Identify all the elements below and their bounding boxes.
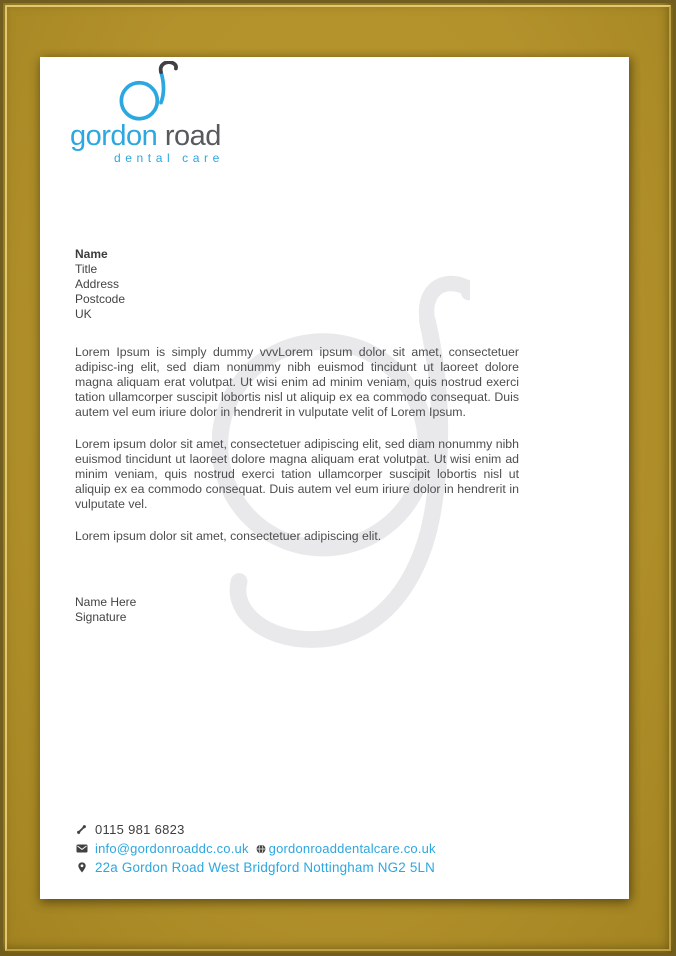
logo-wordmark (70, 121, 221, 151)
recipient-title: Title (75, 262, 98, 276)
recipient-address: Address (75, 277, 120, 291)
letterhead-paper (40, 57, 629, 899)
logo-g-icon (117, 61, 179, 125)
email-address: info@gordonroaddc.co.uk (95, 841, 249, 856)
phone-number: 0115 981 6823 (95, 822, 185, 837)
signature-name: Name Here (75, 595, 137, 609)
phone-icon (75, 824, 88, 835)
email-website-row (75, 839, 436, 858)
logo (70, 61, 224, 166)
recipient-country: UK (75, 307, 92, 321)
recipient-postcode: Postcode (75, 292, 126, 306)
street-address: 22a Gordon Road West Bridgford Nottingham NG2 5LN (95, 860, 436, 875)
recipient-name: Name (75, 247, 108, 261)
signature-label: Signature (75, 610, 127, 624)
address-row (75, 858, 436, 877)
website-url: gordonroaddentalcare.co.uk (268, 841, 436, 856)
paragraph-3: Lorem ipsum dolor sit amet, consectetuer adipiscing elit. (75, 529, 382, 543)
paragraph-2: Lorem ipsum dolor sit amet, consectetuer adipiscing elit, sed diam nonummy nibh euismod tincidunt ut laoreet dolore magna aliquam erat volutpat. Ut wisi enim ad minim veniam, quis nostrud exerci tation ullamcorper suscipit lobortis nisl ut aliquip ex ea commodo consequat. Duis autem vel eum iriure dolor in hendrerit in vulputate vel. (75, 437, 519, 511)
signature-block (75, 595, 136, 625)
paragraph-1: Lorem Ipsum is simply dummy vvvLorem ipsum dolor sit amet, consectetuer adipisc-ing elit, sed diam nonummy nibh euismod tincidunt ut laoreet dolore magna aliquam erat volutpat. Ut wisi enim ad minim veniam, quis nostrud exerci tation ullamcorper suscipit lobortis nisl ut aliquip ex ea commodo consequat. Duis autem vel eum iriure dolor in hendrerit in vulputate velit of Lorem Ipsum. (75, 345, 519, 419)
globe-icon (256, 844, 266, 854)
contact-footer (75, 820, 436, 877)
location-pin-icon (75, 861, 88, 874)
phone-row (75, 820, 436, 839)
logo-tagline: dental care (113, 151, 224, 166)
logo-word-primary: gordon (70, 120, 158, 152)
envelope-icon (75, 844, 88, 853)
logo-word-secondary: road (164, 120, 221, 152)
recipient-block (75, 247, 125, 322)
letter-body (75, 345, 519, 561)
